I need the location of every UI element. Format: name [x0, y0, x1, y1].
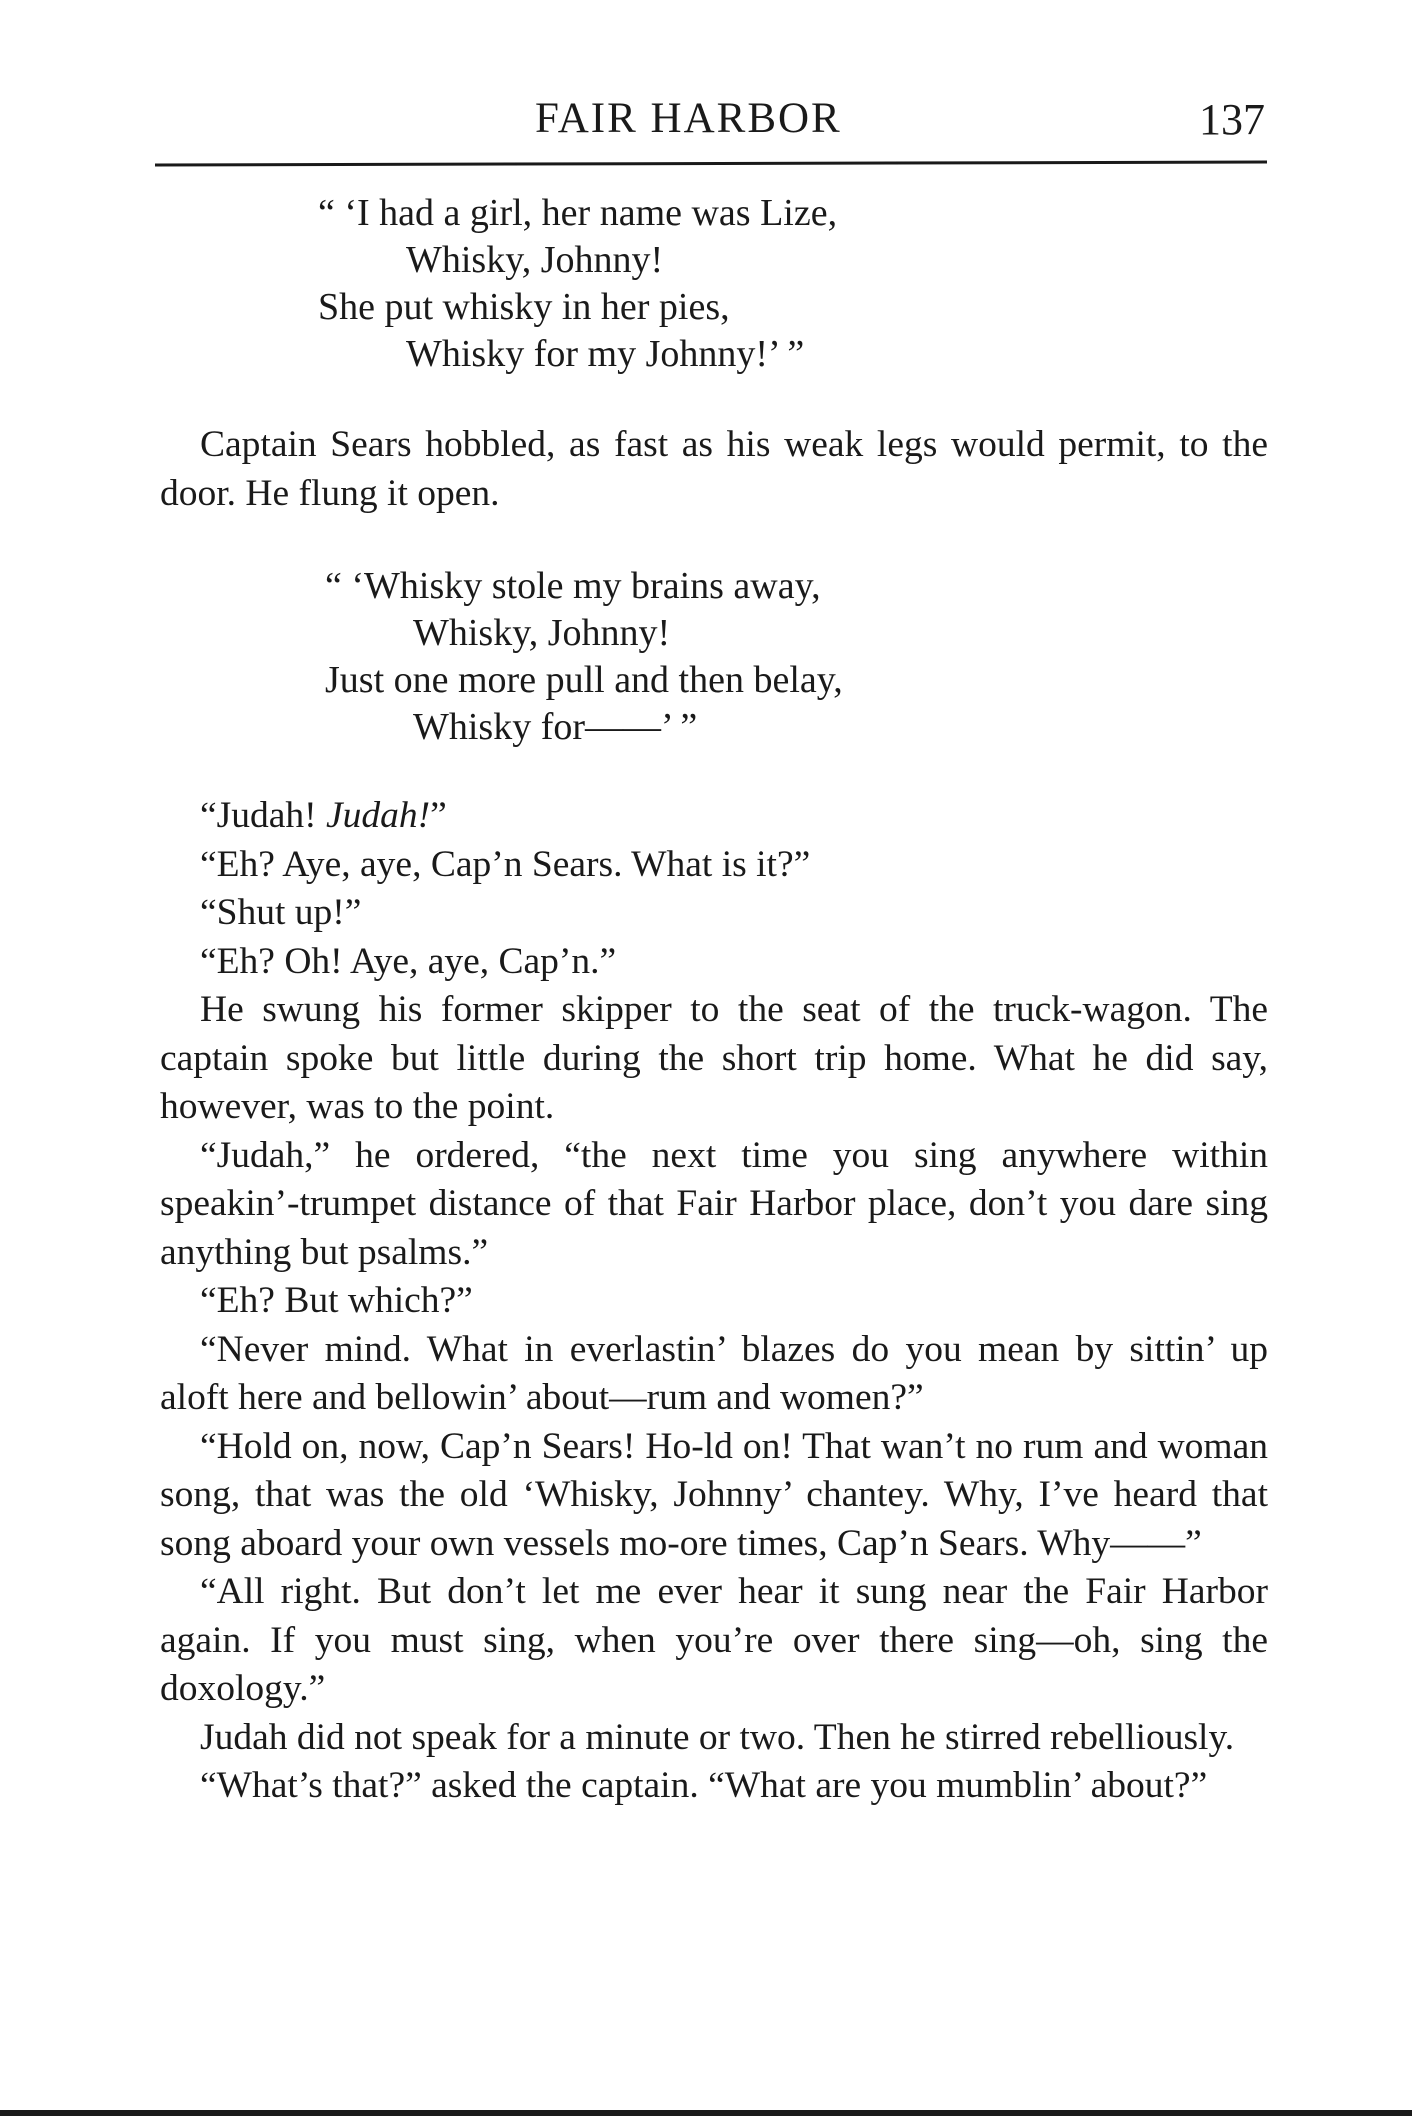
- song-stanza-1: [318, 190, 837, 378]
- page-number: 137: [1199, 95, 1265, 144]
- paragraph: “Never mind. What in everlastin’ blazes do you mean by sittin’ up aloft here and bellowin’ about—rum and women?”: [160, 1328, 1268, 1418]
- emphasized-text: Judah!: [326, 795, 431, 836]
- paragraph: “Eh? Oh! Aye, aye, Cap’n.”: [200, 940, 617, 982]
- body-text-block-2: [160, 792, 1268, 1811]
- paragraph: “Hold on, now, Cap’n Sears! Ho-ld on! That wan’t no rum and woman song, that was the old ‘Whisky, Johnny’ chantey. Why, I’ve heard that song aboard your own vessels mo-ore times, Cap’n Sears. Why——”: [160, 1425, 1268, 1564]
- paragraph: “Eh? But which?”: [200, 1280, 473, 1321]
- verse-line: Just one more pull and then belay,: [325, 659, 843, 701]
- paragraph: “All right. But don’t let me ever hear it sung near the Fair Harbor again. If you must sing, when you’re over there sing—oh, sing the doxology.”: [160, 1571, 1268, 1709]
- paragraph: [160, 792, 1268, 841]
- paragraph: “Judah,” he ordered, “the next time you sing anywhere within speakin’-trumpet distance of that Fair Harbor place, don’t you dare sing anything but psalms.”: [160, 1134, 1268, 1273]
- verse-line: “ ‘I had a girl, her name was Lize,: [318, 192, 838, 234]
- paragraph: Captain Sears hobbled, as fast as his weak legs would permit, to the door. He flung it open.: [160, 424, 1268, 514]
- paragraph-text: “Judah!: [200, 795, 326, 836]
- running-title: FAIR HARBOR: [535, 95, 842, 142]
- paragraph: “Shut up!”: [200, 892, 362, 933]
- song-stanza-2: [325, 563, 843, 751]
- paragraph: He swung his former skipper to the seat of the truck-wagon. The captain spoke but little during the short trip home. What he did say, however, was to the point.: [160, 989, 1268, 1127]
- paragraph: “Eh? Aye, aye, Cap’n Sears. What is it?”: [200, 843, 811, 885]
- header-rule: [155, 161, 1267, 167]
- verse-line: “ ‘Whisky stole my brains away,: [325, 565, 821, 607]
- verse-line: Whisky, Johnny!: [413, 612, 671, 654]
- verse-line: Whisky for my Johnny!’ ”: [406, 333, 805, 375]
- paragraph-text: ”: [430, 795, 447, 836]
- body-text-block-1: [160, 421, 1268, 518]
- paragraph: Judah did not speak for a minute or two. Then he stirred rebelliously.: [200, 1716, 1235, 1758]
- verse-line: Whisky for——’ ”: [413, 706, 698, 748]
- paragraph: “What’s that?” asked the captain. “What are you mumblin’ about?”: [200, 1765, 1208, 1806]
- scan-bottom-edge: [0, 2110, 1412, 2116]
- running-head: [155, 88, 1265, 148]
- verse-line: She put whisky in her pies,: [318, 286, 730, 328]
- verse-line: Whisky, Johnny!: [406, 239, 664, 281]
